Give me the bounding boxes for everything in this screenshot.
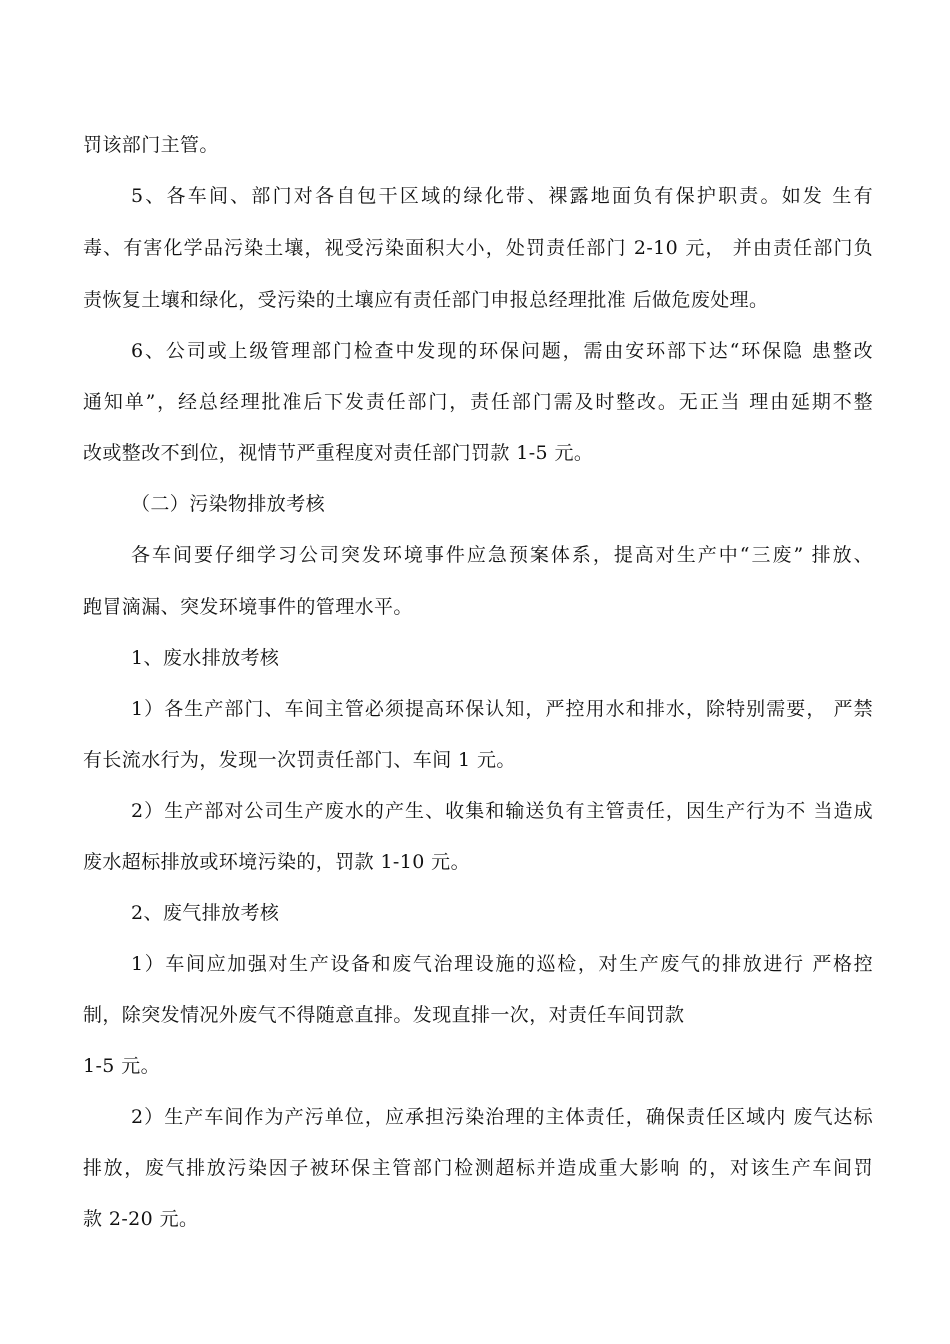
text-line: 1）车间应加强对生产设备和废气治理设施的巡检，对生产废气的排放进行 严格控 (131, 953, 873, 975)
text-line: 2）生产部对公司生产废水的产生、收集和输送负有主管责任，因生产行为不 当造成 (131, 800, 873, 822)
text-line: 5、各车间、部门对各自包干区域的绿化带、裸露地面负有保护职责。如发 生有 (131, 185, 873, 207)
text-line: 款 2-20 元。 (83, 1208, 199, 1230)
text-line: 制，除突发情况外废气不得随意直排。发现直排一次，对责任车间罚款 (83, 1004, 685, 1026)
subsection-heading: 1、废水排放考核 (131, 647, 280, 669)
text-line: 2）生产车间作为产污单位，应承担污染治理的主体责任，确保责任区域内 废气达标 (131, 1106, 873, 1128)
text-line: 排放，废气排放污染因子被环保主管部门检测超标并造成重大影响 的，对该生产车间罚 (83, 1157, 873, 1179)
text-line: 通知单”，经总经理批准后下发责任部门，责任部门需及时整改。无正当 理由延期不整 (83, 391, 873, 413)
text-line: 改或整改不到位，视情节严重程度对责任部门罚款 1-5 元。 (83, 442, 594, 464)
text-line: 责恢复土壤和绿化，受污染的土壤应有责任部门申报总经理批准 后做危废处理。 (83, 289, 769, 311)
text-line: 1-5 元。 (83, 1055, 161, 1077)
section-heading: （二）污染物排放考核 (131, 493, 326, 515)
subsection-heading: 2、废气排放考核 (131, 902, 280, 924)
text-line: 罚该部门主管。 (83, 134, 219, 156)
text-line: 1）各生产部门、车间主管必须提高环保认知，严控用水和排水，除特别需要， 严禁 (131, 698, 873, 720)
text-line: 有长流水行为，发现一次罚责任部门、车间 1 元。 (83, 749, 516, 771)
text-line: 废水超标排放或环境污染的，罚款 1-10 元。 (83, 851, 470, 873)
text-line: 毒、有害化学品污染土壤，视受污染面积大小，处罚责任部门 2-10 元， 并由责任部门负 (83, 237, 873, 259)
text-line: 各车间要仔细学习公司突发环境事件应急预案体系，提高对生产中“三废” 排放、 (131, 544, 873, 566)
text-line: 跑冒滴漏、突发环境事件的管理水平。 (83, 596, 413, 618)
text-line: 6、公司或上级管理部门检查中发现的环保问题，需由安环部下达“环保隐 患整改 (131, 340, 873, 362)
